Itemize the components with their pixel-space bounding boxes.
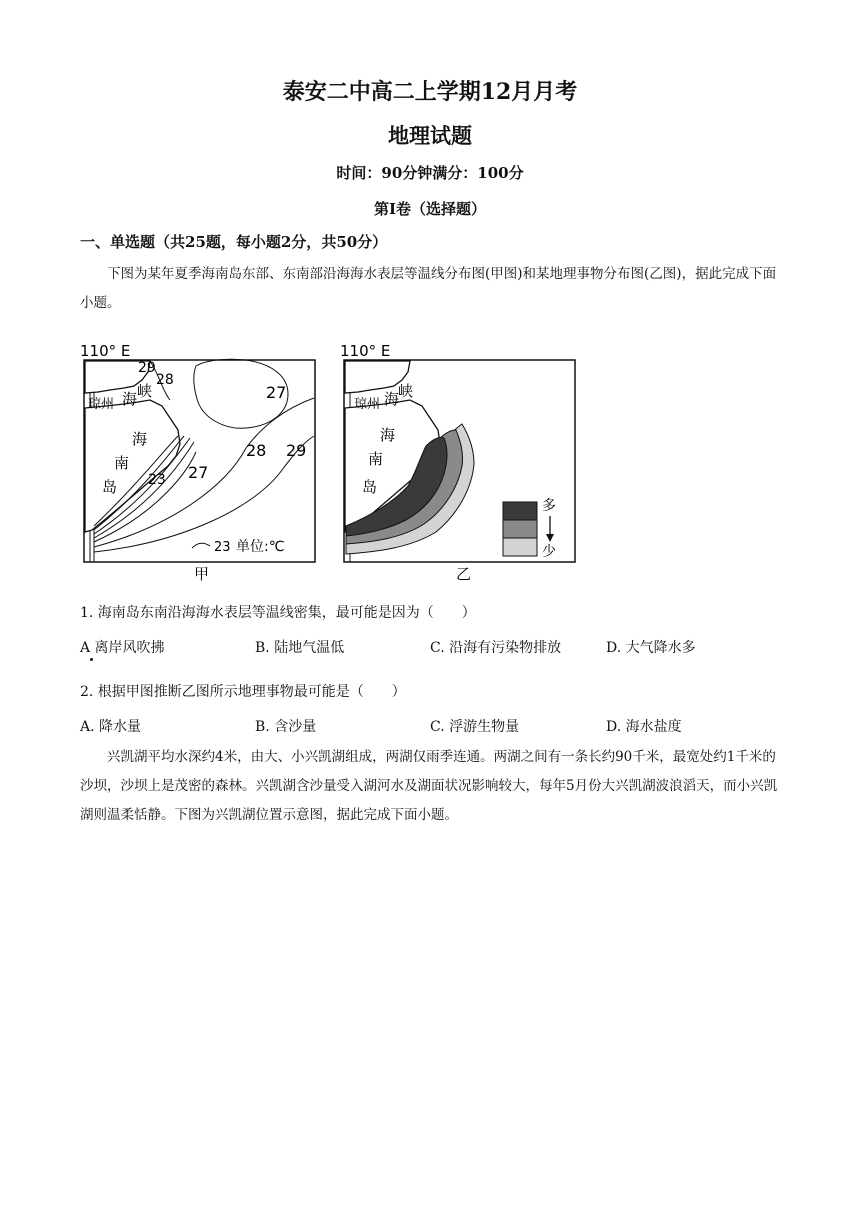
map-yi	[340, 342, 575, 583]
svg-text:岛: 岛	[362, 478, 378, 496]
svg-text:琼州: 琼州	[354, 397, 381, 412]
map-jia	[80, 342, 315, 583]
svg-text:琼州: 琼州	[88, 397, 115, 412]
svg-text:海: 海	[384, 390, 400, 408]
svg-text:27: 27	[188, 463, 209, 482]
question-1-option-c: C. 沿海有污染物排放	[430, 640, 562, 656]
svg-text:海: 海	[122, 390, 138, 408]
longitude-label-jia: 110° E	[80, 342, 131, 360]
svg-text:海: 海	[380, 426, 396, 444]
longitude-label-yi: 110° E	[340, 342, 391, 360]
question-2-stem: 2. 根据甲图推断乙图所示地理事物最可能是（ ）	[80, 684, 406, 700]
intro-paragraph-1: 下图为某年夏季海南岛东部、东南部沿海海水表层等温线分布图(甲图)和某地理事物分布图(乙图)，据此完成下面小题。	[80, 266, 777, 311]
question-2-option-b: B. 含沙量	[255, 719, 317, 735]
section-heading: 一、单选题（共25题，每小题2分，共50分）	[80, 233, 388, 251]
figure-maps	[76, 336, 596, 586]
svg-text:南: 南	[114, 454, 130, 472]
question-1-option-d: D. 大气降水多	[606, 640, 696, 656]
legend-box-medium	[503, 520, 537, 538]
svg-text:28: 28	[156, 372, 174, 388]
svg-text:岛: 岛	[102, 478, 118, 496]
svg-text:27: 27	[266, 383, 287, 402]
exam-title: 泰安二中高二上学期12月月考	[282, 79, 578, 105]
volume-label: 第I卷（选择题）	[373, 200, 487, 218]
svg-text:海: 海	[132, 430, 148, 448]
question-1-option-b: B. 陆地气温低	[255, 640, 345, 656]
svg-text:南: 南	[368, 450, 384, 468]
svg-text:23: 23	[148, 472, 166, 488]
svg-text:23: 23	[214, 540, 231, 555]
legend-box-more	[503, 502, 537, 520]
caption-yi: 乙	[456, 565, 472, 583]
svg-text:29: 29	[286, 441, 307, 460]
question-2-option-a: A. 降水量	[80, 719, 142, 735]
subject-title: 地理试题	[388, 123, 472, 148]
stray-dot	[90, 658, 93, 661]
svg-text:峡: 峡	[398, 382, 414, 400]
legend-less-label: 少	[542, 544, 556, 560]
svg-text:峡: 峡	[137, 382, 153, 400]
legend-box-less	[503, 538, 537, 556]
question-1-option-a: A 离岸风吹拂	[80, 640, 165, 656]
question-2-option-d: D. 海水盐度	[606, 719, 682, 735]
time-info: 时间：90分钟满分：100分	[336, 164, 524, 182]
intro-paragraph-2: 兴凯湖平均水深约4米，由大、小兴凯湖组成，两湖仅雨季连通。两湖之间有一条长约90千米，最宽处约1千米的沙坝，沙坝上是茂密的森林。兴凯湖含沙量受入湖河水及湖面状况影响较大，每年5月份大兴凯湖波浪滔天，而小兴凯湖则温柔恬静。下图为兴凯湖位置示意图，据此完成下面小题。	[80, 749, 778, 823]
svg-text:29: 29	[138, 360, 156, 376]
svg-text:单位:℃: 单位:℃	[236, 539, 285, 555]
caption-jia: 甲	[194, 565, 210, 583]
question-1-stem: 1. 海南岛东南沿海海水表层等温线密集，最可能是因为（ ）	[80, 605, 476, 621]
legend-more-label: 多	[542, 498, 556, 514]
svg-text:28: 28	[246, 441, 267, 460]
question-2-option-c: C. 浮游生物量	[430, 719, 520, 735]
